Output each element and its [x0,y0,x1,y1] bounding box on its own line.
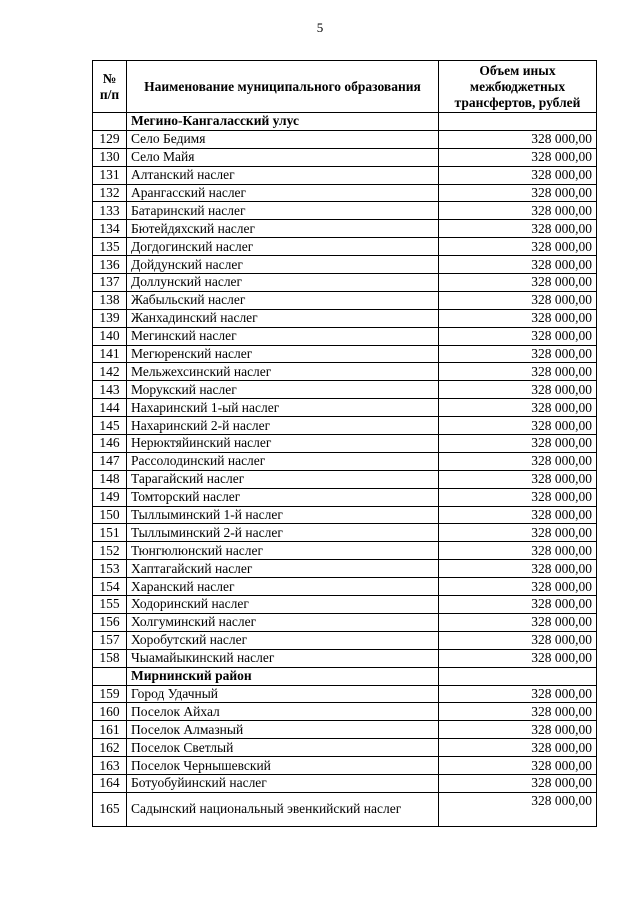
row-name: Чыамайыкинский наслег [127,649,439,667]
row-name: Город Удачный [127,685,439,703]
section-amount-cell [439,667,597,685]
row-number: 136 [93,256,127,274]
row-number: 134 [93,220,127,238]
header-num: № п/п [93,61,127,113]
table-row [93,613,597,631]
table-row [93,166,597,184]
table-row [93,721,597,739]
row-name: Хаптагайский наслег [127,560,439,578]
row-amount: 328 000,00 [439,649,597,667]
row-amount: 328 000,00 [439,435,597,453]
table-row [93,631,597,649]
row-amount: 328 000,00 [439,256,597,274]
row-name: Тарагайский наслег [127,470,439,488]
row-number: 158 [93,649,127,667]
row-name: Поселок Айхал [127,703,439,721]
row-amount: 328 000,00 [439,774,597,792]
section-title: Мегино-Кангаласский улус [127,113,439,131]
page-number: 5 [316,20,324,35]
row-amount: 328 000,00 [439,381,597,399]
row-amount: 328 000,00 [439,363,597,381]
row-name: Хоробутский наслег [127,631,439,649]
row-amount: 328 000,00 [439,202,597,220]
row-number: 165 [93,792,127,826]
row-amount: 328 000,00 [439,452,597,470]
row-number: 141 [93,345,127,363]
row-amount: 328 000,00 [439,721,597,739]
row-name: Тыллыминский 1-й наслег [127,506,439,524]
row-amount: 328 000,00 [439,470,597,488]
table-row [93,202,597,220]
row-number: 147 [93,452,127,470]
row-number: 146 [93,435,127,453]
row-number: 151 [93,524,127,542]
transfers-table [92,60,597,827]
table-row [93,739,597,757]
row-name: Морукский наслег [127,381,439,399]
table-row [93,256,597,274]
row-amount: 328 000,00 [439,274,597,292]
row-name: Село Бедимя [127,130,439,148]
row-name: Поселок Алмазный [127,721,439,739]
row-name: Томторский наслег [127,488,439,506]
row-name: Батаринский наслег [127,202,439,220]
table-row [93,220,597,238]
row-amount: 328 000,00 [439,542,597,560]
table-row [93,524,597,542]
row-number: 135 [93,238,127,256]
header-amount: Объем иных межбюджетных трансфертов, рублей [439,61,597,113]
row-number: 154 [93,578,127,596]
table-row [93,685,597,703]
row-number: 140 [93,327,127,345]
row-amount: 328 000,00 [439,238,597,256]
row-name: Мегинский наслег [127,327,439,345]
row-name: Дойдунский наслег [127,256,439,274]
row-name: Тюнгюлюнский наслег [127,542,439,560]
table-row [93,596,597,614]
row-number: 150 [93,506,127,524]
table-row [93,578,597,596]
header-name: Наименование муниципального образования [127,61,439,113]
row-amount: 328 000,00 [439,613,597,631]
row-amount: 328 000,00 [439,792,597,826]
table-row [93,363,597,381]
row-name: Догдогинский наслег [127,238,439,256]
row-name: Ходоринский наслег [127,596,439,614]
table-row [93,452,597,470]
table-row [93,560,597,578]
table-row [93,399,597,417]
row-name: Поселок Светлый [127,739,439,757]
row-number: 149 [93,488,127,506]
row-amount: 328 000,00 [439,703,597,721]
row-amount: 328 000,00 [439,184,597,202]
row-name: Мельжехсинский наслег [127,363,439,381]
row-number: 153 [93,560,127,578]
section-title: Мирнинский район [127,667,439,685]
row-name: Нахаринский 2-й наслег [127,417,439,435]
row-number: 143 [93,381,127,399]
row-name: Мегюренский наслег [127,345,439,363]
row-name: Холгуминский наслег [127,613,439,631]
table-row [93,542,597,560]
table-row [93,757,597,775]
row-number: 132 [93,184,127,202]
row-number: 129 [93,130,127,148]
row-number: 163 [93,757,127,775]
row-amount: 328 000,00 [439,739,597,757]
row-number: 164 [93,774,127,792]
row-amount: 328 000,00 [439,345,597,363]
row-amount: 328 000,00 [439,166,597,184]
row-number: 159 [93,685,127,703]
row-name: Село Майя [127,148,439,166]
table-row [93,130,597,148]
table-row [93,435,597,453]
table-row [93,238,597,256]
row-name: Харанский наслег [127,578,439,596]
table-row [93,148,597,166]
row-name: Нерюктяйинский наслег [127,435,439,453]
row-number: 155 [93,596,127,614]
row-number: 133 [93,202,127,220]
row-name: Ботуобуйинский наслег [127,774,439,792]
table-row [93,274,597,292]
row-number: 161 [93,721,127,739]
row-name: Жанхадинский наслег [127,309,439,327]
row-number: 152 [93,542,127,560]
row-amount: 328 000,00 [439,291,597,309]
section-row [93,113,597,131]
row-amount: 328 000,00 [439,578,597,596]
table-row [93,488,597,506]
table-row [93,506,597,524]
row-name: Рассолодинский наслег [127,452,439,470]
row-amount: 328 000,00 [439,327,597,345]
table-row [93,792,597,826]
section-num-cell [93,667,127,685]
row-amount: 328 000,00 [439,399,597,417]
row-amount: 328 000,00 [439,685,597,703]
row-amount: 328 000,00 [439,524,597,542]
row-number: 142 [93,363,127,381]
table-body [93,113,597,827]
table-row [93,417,597,435]
row-number: 144 [93,399,127,417]
row-amount: 328 000,00 [439,488,597,506]
row-number: 160 [93,703,127,721]
row-amount: 328 000,00 [439,309,597,327]
row-number: 162 [93,739,127,757]
row-amount: 328 000,00 [439,417,597,435]
section-num-cell [93,113,127,131]
row-number: 137 [93,274,127,292]
row-name: Доллунский наслег [127,274,439,292]
row-name: Жабыльский наслег [127,291,439,309]
row-amount: 328 000,00 [439,130,597,148]
row-name: Поселок Чернышевский [127,757,439,775]
section-row [93,667,597,685]
row-number: 130 [93,148,127,166]
row-amount: 328 000,00 [439,506,597,524]
table-row [93,309,597,327]
row-amount: 328 000,00 [439,631,597,649]
table-row [93,703,597,721]
row-number: 145 [93,417,127,435]
row-number: 157 [93,631,127,649]
row-name: Нахаринский 1-ый наслег [127,399,439,417]
row-number: 139 [93,309,127,327]
row-name: Арангасский наслег [127,184,439,202]
row-amount: 328 000,00 [439,757,597,775]
table-row [93,327,597,345]
row-name: Тыллыминский 2-й наслег [127,524,439,542]
table-header-row [93,61,597,113]
row-number: 156 [93,613,127,631]
row-name: Алтанский наслег [127,166,439,184]
section-amount-cell [439,113,597,131]
row-name: Садынский национальный эвенкийский наслег [127,792,439,826]
table-row [93,291,597,309]
row-amount: 328 000,00 [439,220,597,238]
row-number: 138 [93,291,127,309]
row-number: 148 [93,470,127,488]
row-amount: 328 000,00 [439,148,597,166]
row-amount: 328 000,00 [439,596,597,614]
table-row [93,649,597,667]
row-name: Бютейдяхский наслег [127,220,439,238]
row-number: 131 [93,166,127,184]
table-row [93,184,597,202]
table-row [93,345,597,363]
table-row [93,470,597,488]
table-row [93,381,597,399]
table-row [93,774,597,792]
row-amount: 328 000,00 [439,560,597,578]
